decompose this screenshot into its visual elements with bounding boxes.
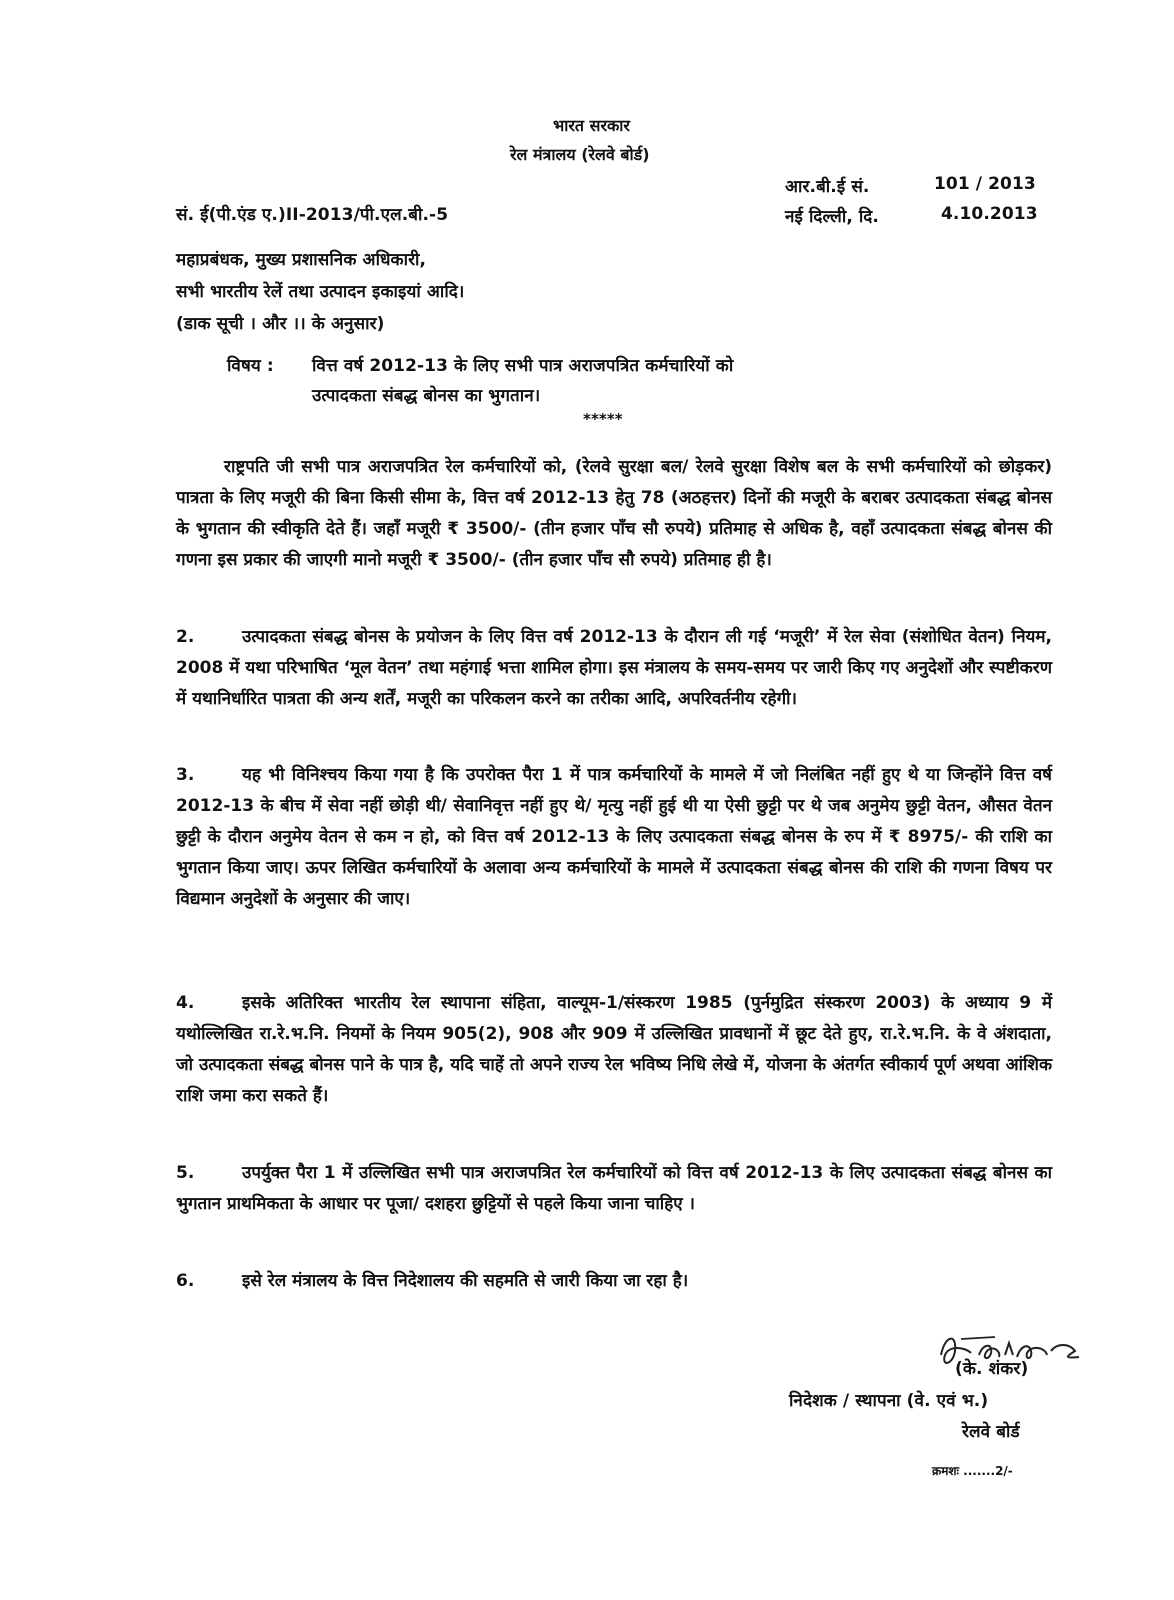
paragraph-number: 4. [176, 993, 195, 1013]
paragraph-1 [176, 452, 1052, 576]
place-label: नई दिल्ली, दि. [785, 207, 879, 227]
subject-label: विषय : [227, 356, 274, 376]
separator-stars: ***** [583, 410, 623, 428]
govt-heading: भारत सरकार [553, 116, 630, 135]
paragraph-text: इसे रेल मंत्रालय के वित्त निदेशालय की सहमति से जारी किया जा रहा है। [242, 1271, 689, 1291]
file-number: सं. ई(पी.एंड ए.)II-2013/पी.एल.बी.-5 [176, 205, 449, 225]
rbe-number: 101 / 2013 [934, 174, 1036, 194]
signatory-designation: निदेशक / स्थापना (वे. एवं भ.) [789, 1391, 989, 1411]
subject-line-2: उत्पादकता संबद्ध बोनस का भुगतान। [312, 386, 541, 406]
paragraph-5 [176, 1158, 1052, 1220]
paragraph-text: यह भी विनिश्चय किया गया है कि उपरोक्त पैरा 1 में पात्र कर्मचारियों के मामले में जो निलंबित नहीं हुए थे या जिन्होंने वित्त वर्ष 2012-13 के बीच में सेवा नहीं छोड़ी थी/ सेवानिवृत्त नहीं हुए थे/ मृत्यु नहीं हुई थी या ऐसी छुट्टी पर थे जब अनुमेय छुट्टी वेतन, औसत वेतन छुट्टी के दौरान अनुमेय वेतन से कम न हो, को वित्त वर्ष 2012-13 के लिए उत्पादकता संबद्ध बोनस के रुप में ₹ 8975/- की राशि का भुगतान किया जाए। ऊपर लिखित कर्मचारियों के अलावा अन्य कर्मचारियों के मामले में उत्पादकता संबद्ध बोनस की राशि की गणना विषय पर विद्यमान अनुदेशों के अनुसार की जाए। [176, 765, 1052, 909]
signatory-name: (के. शंकर) [955, 1359, 1029, 1379]
paragraph-number: 2. [176, 627, 195, 647]
paragraph-text: राष्ट्रपति जी सभी पात्र अराजपत्रित रेल कर्मचारियों को, (रेलवे सुरक्षा बल/ रेलवे सुरक्षा विशेष बल के सभी कर्मचारियों को छोड़कर) पात्रता के लिए मजूरी की बिना किसी सीमा के, वित्त वर्ष 2012-13 हेतु 78 (अठहत्तर) दिनों की मजूरी के बराबर उत्पादकता संबद्ध बोनस के भुगतान की स्वीकृति देते हैं। जहाँ मजूरी ₹ 3500/- (तीन हजार पाँच सौ रुपये) प्रतिमाह से अधिक है, वहाँ उत्पादकता संबद्ध बोनस की गणना इस प्रकार की जाएगी मानो मजूरी ₹ 3500/- (तीन हजार पाँच सौ रुपये) प्रतिमाह ही है। [176, 457, 1052, 570]
ministry-heading: रेल मंत्रालय (रेलवे बोर्ड) [510, 145, 650, 164]
paragraph-text: उत्पादकता संबद्ध बोनस के प्रयोजन के लिए वित्त वर्ष 2012-13 के दौरान ली गई ‘मजूरी’ में रेल सेवा (संशोधित वेतन) नियम, 2008 में यथा परिभाषित ‘मूल वेतन’ तथा महंगाई भत्ता शामिल होगा। इस मंत्रालय के समय-समय पर जारी किए गए अनुदेशों और स्पष्टीकरण में यथानिर्धारित पात्रता की अन्य शर्तें, मजूरी का परिकलन करने का तरीका आदि, अपरिवर्तनीय रहेगी। [176, 627, 1052, 709]
paragraph-number: 6. [176, 1271, 195, 1291]
paragraph-number: 3. [176, 765, 195, 785]
addressee-line-2: सभी भारतीय रेलें तथा उत्पादन इकाइयां आदि। [176, 282, 465, 302]
paragraph-6 [176, 1266, 1052, 1297]
continued-note: क्रमशः .......2/- [932, 1464, 1013, 1478]
paragraph-4 [176, 988, 1052, 1112]
paragraph-text: उपर्युक्त पैरा 1 में उल्लिखित सभी पात्र अराजपत्रित रेल कर्मचारियों को वित्त वर्ष 2012-13 के लिए उत्पादकता संबद्ध बोनस का भुगतान प्राथमिकता के आधार पर पूजा/ दशहरा छुट्टियों से पहले किया जाना चाहिए । [176, 1163, 1052, 1214]
paragraph-3 [176, 760, 1052, 915]
paragraph-number: 5. [176, 1163, 195, 1183]
addressee-line-1: महाप्रबंधक, मुख्य प्रशासनिक अधिकारी, [176, 250, 427, 270]
rbe-label: आर.बी.ई सं. [785, 177, 870, 197]
letter-date: 4.10.2013 [941, 204, 1038, 224]
signatory-office: रेलवे बोर्ड [962, 1422, 1020, 1442]
addressee-line-3: (डाक सूची । और ।। के अनुसार) [176, 314, 385, 334]
paragraph-2 [176, 622, 1052, 715]
subject-line-1: वित्त वर्ष 2012-13 के लिए सभी पात्र अराजपत्रित कर्मचारियों को [312, 356, 734, 376]
paragraph-text: इसके अतिरिक्त भारतीय रेल स्थापाना संहिता, वाल्यूम-1/संस्करण 1985 (पुर्नमुद्रित संस्करण 2003) के अध्याय 9 में यथोल्लिखित रा.रे.भ.नि. नियमों के नियम 905(2), 908 और 909 में उल्लिखित प्रावधानों में छूट देते हुए, रा.रे.भ.नि. के वे अंशदाता, जो उत्पादकता संबद्ध बोनस पाने के पात्र है, यदि चाहें तो अपने राज्य रेल भविष्य निधि लेखे में, योजना के अंतर्गत स्वीकार्य पूर्ण अथवा आंशिक राशि जमा करा सकते हैं। [176, 993, 1052, 1106]
